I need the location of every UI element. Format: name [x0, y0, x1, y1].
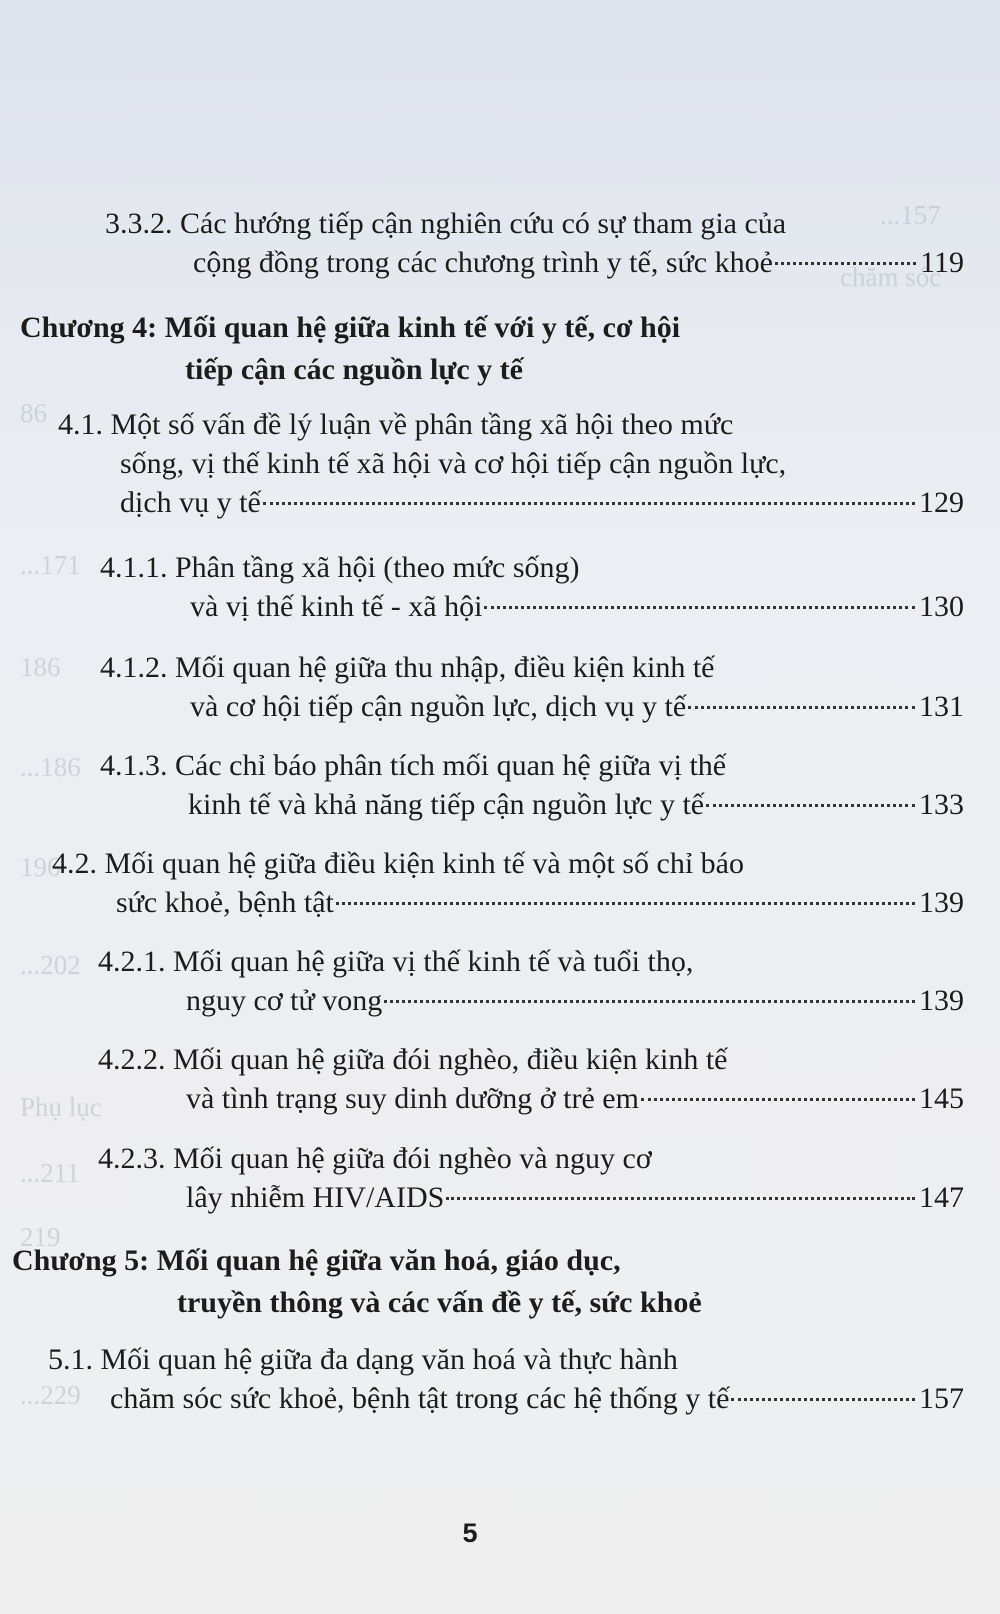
toc-entry-title: 5.1. Mối quan hệ giữa đa dạng văn hoá và thực hành [48, 1343, 678, 1376]
page-ref: 145 [919, 1082, 964, 1115]
dot-leader [688, 706, 915, 709]
page-number: 5 [462, 1518, 478, 1548]
dot-leader [706, 804, 915, 807]
page-ref: 130 [919, 590, 964, 623]
toc-entry-title: 4.1. Một số vấn đề lý luận về phân tầng xã hội theo mức [58, 408, 734, 441]
toc-entry-title: lây nhiễm HIV/AIDS [186, 1181, 445, 1214]
page-ref: 129 [919, 486, 964, 519]
toc-entry-title: và cơ hội tiếp cận nguồn lực, dịch vụ y tế [190, 690, 687, 723]
chapter-title: tiếp cận các nguồn lực y tế [185, 353, 523, 386]
toc-entry-4-1[interactable] [58, 405, 964, 522]
dot-leader [484, 606, 915, 609]
toc-entry-title: 4.2.1. Mối quan hệ giữa vị thế kinh tế và tuổi thọ, [98, 945, 694, 978]
dot-leader [731, 1398, 915, 1401]
toc-entry-title: kinh tế và khả năng tiếp cận nguồn lực y tế [188, 788, 705, 821]
toc-entry-title: dịch vụ y tế [120, 486, 261, 519]
toc-entry-title: sống, vị thế kinh tế xã hội và cơ hội tiếp cận nguồn lực, [120, 447, 787, 480]
toc-entry-title: chăm sóc sức khoẻ, bệnh tật trong các hệ thống y tế [110, 1382, 730, 1415]
page-ref: 119 [920, 246, 964, 279]
dot-leader [263, 502, 915, 505]
page-ref: 139 [919, 984, 964, 1017]
toc-entry-title: 4.2.2. Mối quan hệ giữa đói nghèo, điều kiện kinh tế [98, 1043, 728, 1076]
toc-entry-4-2-1[interactable] [98, 942, 964, 1020]
toc-entry-4-1-3[interactable] [100, 746, 964, 824]
chapter-5-heading[interactable] [12, 1240, 964, 1324]
toc-entry-4-2-3[interactable] [98, 1139, 964, 1217]
dot-leader [446, 1197, 915, 1200]
dot-leader [384, 1000, 915, 1003]
toc-entry-title: và tình trạng suy dinh dưỡng ở trẻ em [186, 1082, 639, 1115]
chapter-title: Chương 5: Mối quan hệ giữa văn hoá, giáo dục, [12, 1244, 621, 1277]
chapter-title: truyền thông và các vấn đề y tế, sức khoẻ [177, 1286, 702, 1319]
page-ref: 133 [919, 788, 964, 821]
bleed-through-background: ...157 chăm sóc 86 ...171 186 ...186 196 ...202 Phụ lục ...211 219 ...229 [20, 200, 942, 1410]
page-ref: 139 [919, 886, 964, 919]
chapter-title: Chương 4: Mối quan hệ giữa kinh tế với y tế, cơ hội [20, 311, 681, 344]
toc-entry-4-2-2[interactable] [98, 1040, 964, 1118]
toc-entry-5-1[interactable] [48, 1340, 964, 1418]
toc-entry-title: sức khoẻ, bệnh tật [116, 886, 334, 919]
toc-entry-title: 4.1.3. Các chỉ báo phân tích mối quan hệ giữa vị thế [100, 749, 727, 782]
toc-entry-4-1-1[interactable] [100, 548, 964, 626]
toc-entry-4-1-2[interactable] [100, 648, 964, 726]
toc-entry-title: 4.2. Mối quan hệ giữa điều kiện kinh tế và một số chỉ báo [52, 847, 744, 880]
toc-entry-title: 3.3.2. Các hướng tiếp cận nghiên cứu có sự tham gia của [105, 207, 787, 240]
page-ref: 131 [919, 690, 964, 723]
page-ref: 147 [919, 1181, 964, 1214]
dot-leader [336, 902, 915, 905]
toc-entry-title: nguy cơ tử vong [186, 984, 383, 1017]
chapter-4-heading[interactable] [20, 307, 964, 391]
toc-entry-title: 4.1.2. Mối quan hệ giữa thu nhập, điều kiện kinh tế [100, 651, 715, 684]
toc-entry-title: và vị thế kinh tế - xã hội [190, 590, 483, 623]
dot-leader [775, 262, 916, 265]
toc-entry-title: 4.1.1. Phân tầng xã hội (theo mức sống) [100, 551, 580, 584]
page-ref: 157 [919, 1382, 964, 1415]
toc-entry-title: cộng đồng trong các chương trình y tế, sức khoẻ [193, 246, 773, 279]
toc-entry-title: 4.2.3. Mối quan hệ giữa đói nghèo và nguy cơ [98, 1142, 652, 1175]
toc-entry-4-2[interactable] [52, 844, 964, 922]
toc-entry-3-3-2[interactable] [105, 204, 964, 282]
dot-leader [641, 1098, 915, 1101]
